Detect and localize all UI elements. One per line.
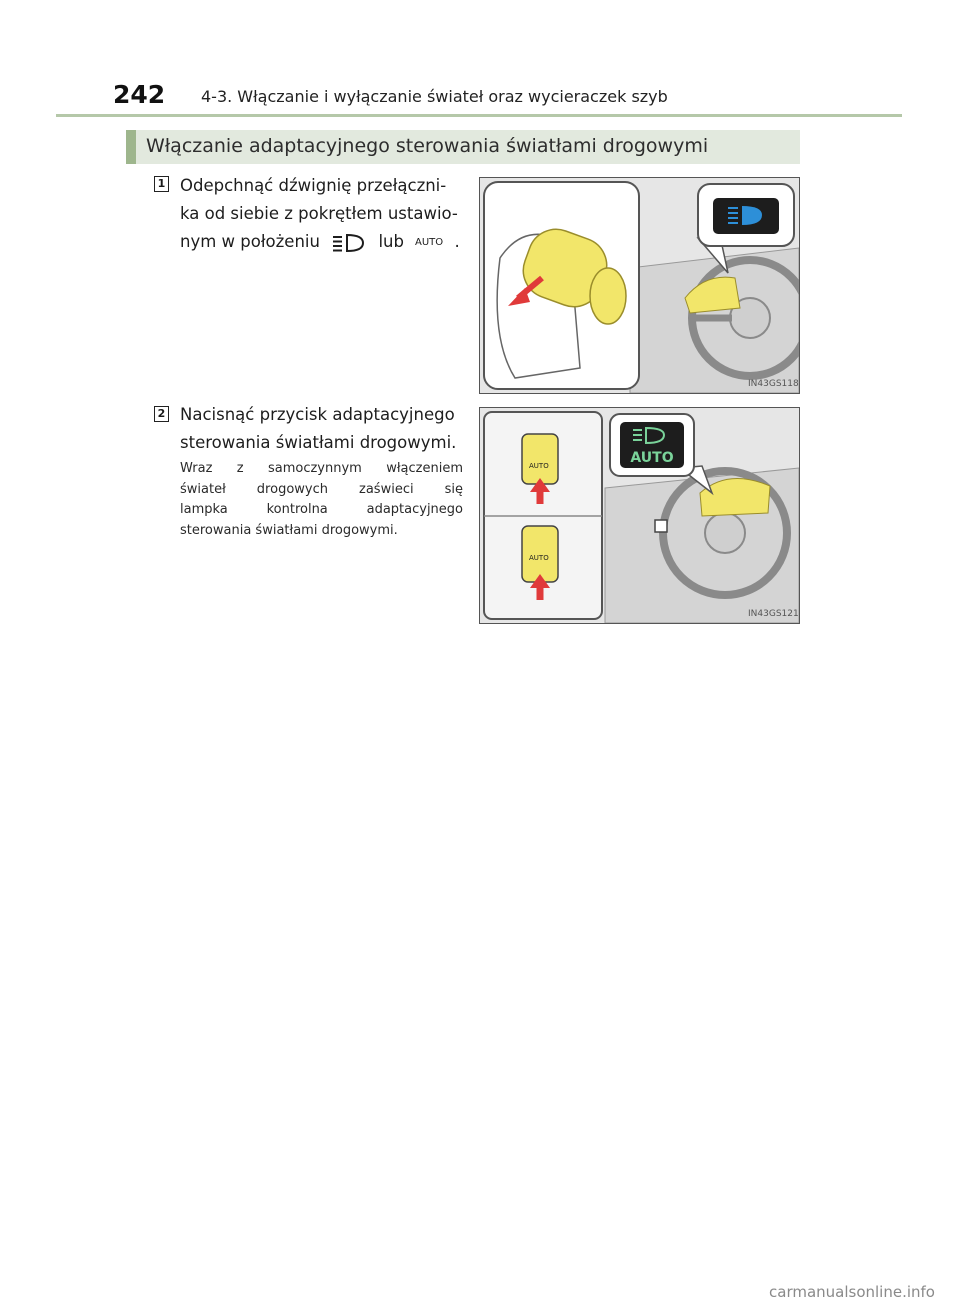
step-1-line-3-end: . xyxy=(454,232,460,251)
figure-1-code: IN43GS118 xyxy=(748,379,799,389)
svg-text:AUTO: AUTO xyxy=(415,236,444,248)
step-2-line-2: sterowania światłami drogowymi. xyxy=(180,433,457,452)
figure-2-code: IN43GS121 xyxy=(748,609,799,619)
step-2-line-1: Nacisnąć przycisk adaptacyjnego xyxy=(180,405,455,424)
header-rule xyxy=(56,114,902,117)
section-title: Włączanie adaptacyjnego sterowania światłami drogowymi xyxy=(146,135,709,157)
note-line-3: lampka kontrolna adaptacyjnego xyxy=(180,502,463,517)
step-1-line-3-or: lub xyxy=(378,232,404,251)
page-number: 242 xyxy=(113,80,166,109)
figure-headlight-switch-lever xyxy=(479,177,800,394)
svg-text:AUTO: AUTO xyxy=(529,554,549,562)
note-line-2: świateł drogowych zaświeci się xyxy=(180,481,463,497)
step-1-line-1: Odepchnąć dźwignię przełączni- xyxy=(180,176,447,195)
step-2-text xyxy=(180,401,456,457)
step-number-1: 1 xyxy=(154,176,169,192)
step-1-text xyxy=(180,172,460,256)
step-1-line-3 xyxy=(180,228,460,256)
figure-2-illustration xyxy=(480,408,799,623)
running-header: 4-3. Włączanie i wyłączanie świateł oraz wycieraczek szyb xyxy=(201,87,668,106)
headlight-icon xyxy=(331,233,365,253)
step-1-line-2: ka od siebie z pokrętłem ustawio- xyxy=(180,204,458,223)
auto-icon xyxy=(415,234,449,252)
figure-1-illustration xyxy=(480,178,799,393)
step-1-line-3-text: nym w położeniu xyxy=(180,232,320,251)
figure-auto-high-beam-button xyxy=(479,407,800,624)
note-line-1: Wraz z samoczynnym włączeniem xyxy=(180,461,463,476)
indicator-auto-label: AUTO xyxy=(630,450,674,466)
step-number-2: 2 xyxy=(154,406,169,422)
svg-text:AUTO: AUTO xyxy=(529,462,549,470)
site-watermark: carmanualsonline.info xyxy=(769,1283,935,1301)
step-2-note xyxy=(180,459,463,541)
note-line-4: sterowania światłami drogowymi. xyxy=(180,522,398,538)
section-title-bar xyxy=(126,130,800,164)
